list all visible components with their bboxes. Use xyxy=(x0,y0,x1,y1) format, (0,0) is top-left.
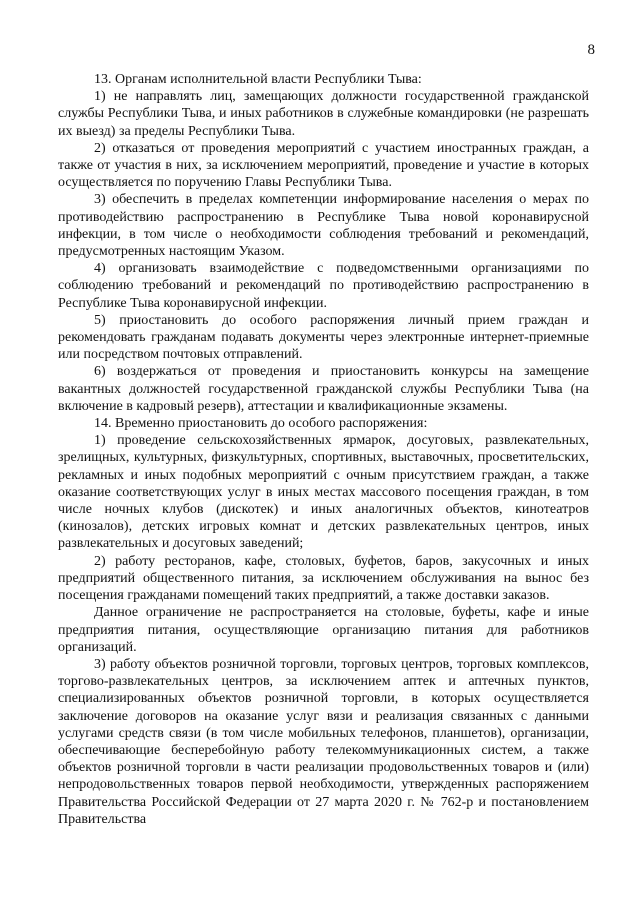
paragraph-13-4: 4) организовать взаимодействие с подведомственными организациями по соблюдению требований и рекомендаций по противодействию распространению в Республике Тыва коронавирусной инфекции. xyxy=(58,261,589,311)
page-number: 8 xyxy=(587,42,595,58)
paragraph-14-2-note: Данное ограничение не распространяется на столовые, буфеты, кафе и иные предприятия питания, осуществляющие организацию питания для работников организаций. xyxy=(58,605,589,655)
paragraph-13-5: 5) приостановить до особого распоряжения личный прием граждан и рекомендовать гражданам подавать документы через электронные интернет-приемные или посредством почтовых отправлений. xyxy=(58,312,589,363)
paragraph-14-2: 2) работу ресторанов, кафе, столовых, буфетов, баров, закусочных и иных предприятий общественного питания, за исключением обслуживания на вынос без посещения гражданами помещений таких предприятий, а также доставки заказов. xyxy=(58,553,589,604)
paragraph-14-3: 3) работу объектов розничной торговли, торговых центров, торговых комплексов, торгово-развлекательных центров, за исключением аптек и аптечных пунктов, специализированных объектов розничной торговли, в которых осуществляется заключение договоров на оказание услуг вязи и реализация связанных с данными услугами средств связи (в том числе мобильных телефонов, планшетов), организации, обеспечивающие бесперебойную работу телекоммуникационных систем, а также объектов розничной торговли в части реализации продовольственных товаров и (или) непродовольственных товаров первой необходимости, утвержденных распоряжением Правительства Российской Федерации от 27 марта 2020 г. № 762-р и постановлением Правительства xyxy=(58,656,589,827)
paragraph-13-6: 6) воздержаться от проведения и приостановить конкурсы на замещение вакантных должностей государственной гражданской службы Республики Тыва (на включение в кадровый резерв), аттестации и квалификационные экзамены. xyxy=(58,364,589,414)
document-body xyxy=(58,71,589,828)
paragraph-13-2: 2) отказаться от проведения мероприятий с участием иностранных граждан, а также от участия в них, за исключением мероприятий, проведение и участие в которых осуществляется по поручению Главы Республики Тыва. xyxy=(58,140,589,191)
paragraph-13-3: 3) обеспечить в пределах компетенции информирование населения о мерах по противодействию распространению в Республике Тыва новой коронавирусной инфекции, в том числе о необходимости соблюдения требований и рекомендаций, предусмотренных настоящим Указом. xyxy=(58,192,589,260)
paragraph-14-heading: 14. Временно приостановить до особого распоряжения: xyxy=(94,416,428,432)
paragraph-13-heading: 13. Органам исполнительной власти Республики Тыва: xyxy=(94,72,422,87)
paragraph-14-1: 1) проведение сельскохозяйственных ярмарок, досуговых, развлекательных, зрелищных, культурных, физкультурных, спортивных, выставочных, просветительских, рекламных и иных подобных мероприятий с очным присутствием граждан, а также оказание соответствующих услуг в иных местах массового посещения граждан, в том числе ночных клубов (дискотек) и иных аналогичных объектов, кинотеатров (кинозалов), детских игровых комнат и детских развлекательных центров, иных развлекательных и досуговых заведений; xyxy=(58,433,589,552)
paragraph-13-1: 1) не направлять лиц, замещающих должности государственной гражданской службы Республики Тыва, и иных работников в служебные командировки (не разрешать их выезд) за пределы Республики Тыва. xyxy=(58,89,589,139)
